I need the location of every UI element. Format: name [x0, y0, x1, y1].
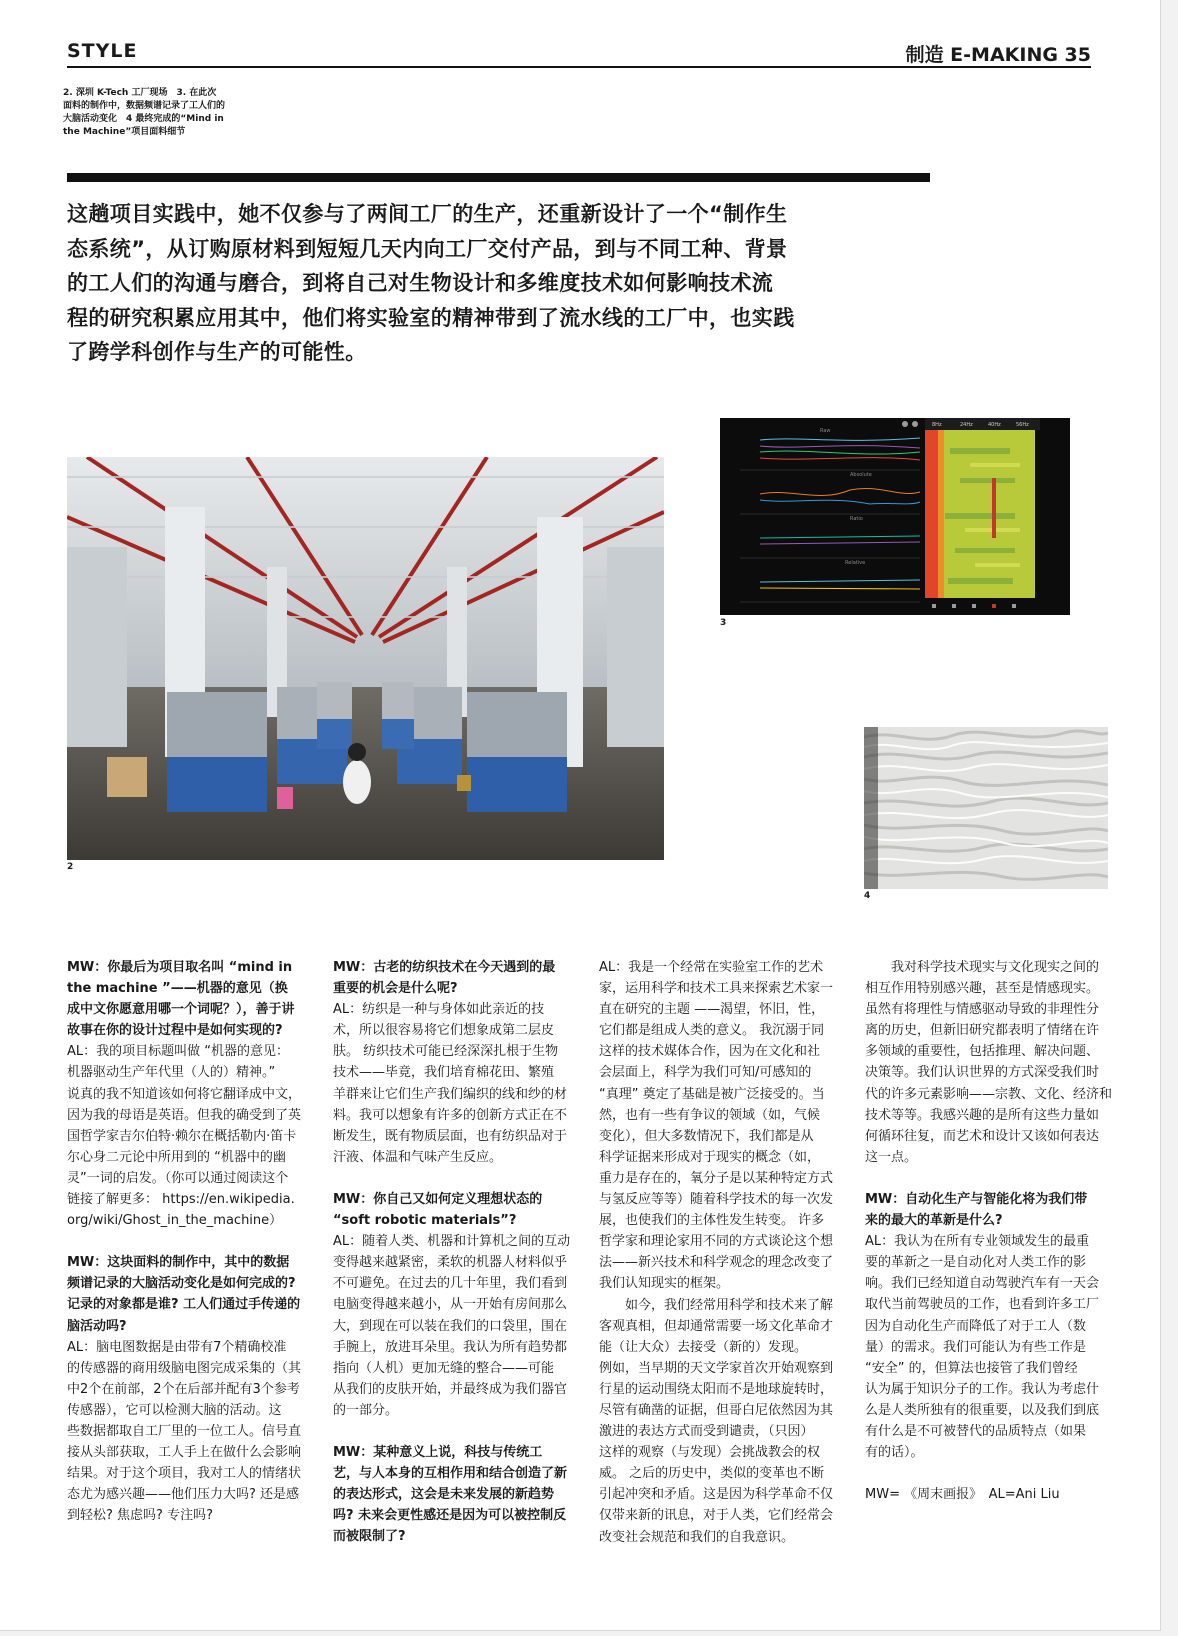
body-line: 要的革新之一是自动化对人类工作的影	[865, 1255, 1087, 1271]
question-line: 频谱记录的大脑活动变化是如何完成的?	[67, 1276, 296, 1292]
body-line: 料。我可以想象有许多的创新方式正在不	[333, 1107, 568, 1123]
body-line: 变得越来越紧密，柔软的机器人材料似乎	[333, 1255, 568, 1271]
paragraph-gap	[333, 1421, 583, 1442]
fabric-photo	[864, 727, 1108, 889]
question-line: 成中文你愿意用哪一个词呢？），善于讲	[67, 1002, 295, 1018]
body-line: 我们认知现实的框架。	[599, 1276, 730, 1292]
body-line: 改变社会规范和我们的自我意识。	[599, 1529, 795, 1545]
body-line: 量）的需求。我们可能认为有些工作是	[865, 1339, 1087, 1355]
body-line: 传感器），它可以检测大脑的活动。这	[67, 1402, 282, 1418]
figure-captions	[63, 87, 253, 139]
body-line: AL：我认为在所有专业领域发生的最重	[865, 1234, 1090, 1250]
body-line: 与氢反应等等）随着科学技术的每一次发	[599, 1192, 834, 1208]
question-line: MW：自动化生产与智能化将为我们带	[865, 1191, 1088, 1207]
body-line: 机器驱动生产年代里（人的）精神。”	[67, 1065, 276, 1081]
paragraph-gap	[67, 1231, 317, 1252]
body-line: 些数据都取自工厂里的一位工人。信号直	[67, 1423, 302, 1439]
lead-line: 程的研究积累应用其中，他们将实验室的精神带到了流水线的工厂中，也实践	[67, 305, 795, 330]
body-line: 说真的我不知道该如何将它翻译成中文，	[67, 1086, 302, 1102]
section-label: STYLE	[67, 40, 138, 62]
body-line: 虽然有将理性与情感驱动导致的非理性分	[865, 1002, 1100, 1018]
text-column-3	[599, 957, 849, 1548]
lead-line: 的工人们的沟通与磨合，到将自己对生物设计和多维度技术如何影响技术流	[67, 271, 774, 295]
question-line: “soft robotic materials”?	[333, 1213, 517, 1229]
question-line: 的表达形式，这会是未来发展的新趋势	[333, 1487, 555, 1503]
body-line: 认为属于知识分子的工作。我认为考虑什	[865, 1381, 1100, 1397]
text-column-2	[333, 957, 583, 1547]
question-line: 故事在你的设计过程中是如何实现的?	[67, 1023, 283, 1039]
body-line: 断发生，既有物质层面，也有纺织品对于	[333, 1128, 568, 1144]
body-line: 因为我的母语是英语。但我的确受到了英	[67, 1107, 302, 1123]
lead-line: 态系统”，从订购原材料到短短几天内向工厂交付产品，到与不同工种、背景	[67, 236, 788, 261]
question-line: 记录的对象都是谁? 工人们通过手传递的	[67, 1297, 301, 1313]
body-line: 能（让大众）去接受（新的）发现。	[599, 1339, 808, 1355]
body-line: 到轻松? 焦虑吗? 专注吗?	[67, 1508, 213, 1524]
figure-3-number: 3	[720, 618, 727, 628]
body-line: 技术等等。我感兴趣的是所有这些力量如	[865, 1107, 1100, 1123]
figure-2-number: 2	[67, 862, 74, 872]
body-line: AL：我的项目标题叫做 “机器的意见：	[67, 1044, 290, 1060]
caption-line: 大脑活动变化 4 最终完成的“Mind in	[63, 114, 224, 124]
question-line: 吗? 未来会更性感还是因为可以被控制反	[333, 1508, 567, 1524]
question-line: 艺，与人本身的互相作用和结合创造了新	[333, 1466, 568, 1482]
body-line: 响。我们已经知道自动驾驶汽车有一天会	[865, 1276, 1100, 1292]
body-line: 指向（人机）更加无缝的整合——可能	[333, 1360, 555, 1376]
body-line: 离的历史，但新旧研究都表明了情绪在许	[865, 1023, 1100, 1039]
question-line: MW：古老的纺织技术在今天遇到的最	[333, 960, 556, 975]
body-line: MW= 《周末画报》 AL=Ani Liu	[865, 1487, 1060, 1503]
body-line: 变化），但大多数情况下，我们都是从	[599, 1128, 814, 1144]
body-line: 法——新兴技术和科学观念的理念改变了	[599, 1255, 834, 1271]
header-rule	[67, 66, 1091, 68]
body-line: 羊群来让它们生产我们编织的线和纱的材	[333, 1086, 568, 1102]
body-line: 客观真相，但却通常需要一场文化革命才	[599, 1318, 834, 1334]
question-line: 脑活动吗?	[67, 1318, 127, 1334]
body-line: 技术——毕竟，我们培育棉花田、繁殖	[333, 1065, 555, 1081]
body-line: 代的许多元素影响——宗教、文化、经济和	[865, 1086, 1113, 1102]
question-line: 来的最大的革新是什么?	[865, 1213, 1003, 1229]
body-line: AL：脑电图数据是由带有7个精确校准	[67, 1339, 287, 1355]
body-line: 术，所以很容易将它们想象成第二层皮	[333, 1023, 555, 1039]
body-line: AL：我是一个经常在实验室工作的艺术	[599, 960, 824, 975]
page-label: 制造 E-MAKING 35	[905, 44, 1091, 66]
eeg-screenshot	[720, 418, 1070, 615]
body-line: “安全” 的，但算法也接管了我们曾经	[865, 1360, 1078, 1376]
body-line: 激进的表达方式而受到谴责，（只因）	[599, 1424, 814, 1440]
body-line: 肤。 纺织技术可能已经深深扎根于生物	[333, 1044, 559, 1060]
body-line: 威。 之后的历史中，类似的变革也不断	[599, 1466, 825, 1482]
question-line: MW：这块面料的制作中，其中的数据	[67, 1255, 290, 1271]
body-line: 从我们的皮肤开始，并最终成为我们器官	[333, 1381, 568, 1397]
question-line: MW：某种意义上说，科技与传统工	[333, 1444, 543, 1460]
body-line: 汗液、体温和气味产生反应。	[333, 1149, 503, 1165]
body-line: 例如，当早期的天文学家首次开始观察到	[599, 1360, 834, 1376]
body-line: 结果。对于这个项目，我对工人的情绪状	[67, 1466, 302, 1482]
body-line: 何循环往复，而艺术和设计又该如何表达	[865, 1128, 1100, 1144]
paragraph-gap	[865, 1168, 1115, 1189]
panel-label-absolute: Absolute	[850, 472, 872, 478]
body-line: 有的话）。	[865, 1445, 924, 1461]
body-line: 尔心身二元论中所用到的 “机器中的幽	[67, 1149, 286, 1165]
body-line: 么是人类所独有的很重要，以及我们到底	[865, 1402, 1100, 1418]
body-line: 仅带来新的讯息，对于人类，它们经常会	[599, 1508, 834, 1524]
body-line: 直在研究的主题 ——渴望，怀旧，性，	[599, 1002, 825, 1018]
body-line: 决策等。我们认识世界的方式深受我们时	[865, 1065, 1100, 1081]
freq-label: 8Hz	[932, 422, 942, 428]
body-line: 国哲学家吉尔伯特·赖尔在概括勒内·笛卡	[67, 1128, 297, 1144]
body-line: 中2个在前部，2个在后部并配有3个参考	[67, 1381, 300, 1397]
factory-photo	[67, 457, 664, 860]
text-column-1	[67, 957, 317, 1526]
body-line: 它们都是组成人类的意义。 我沉溺于同	[599, 1023, 825, 1039]
lead-line: 了跨学科创作与生产的可能性。	[67, 340, 367, 364]
body-line: 的传感器的商用级脑电图完成采集的（其	[67, 1360, 302, 1376]
caption-line: 面料的制作中，数据频谱记录了工人们的	[63, 101, 226, 111]
body-line: 行星的运动围绕太阳而不是地球旋转时，	[599, 1381, 834, 1397]
body-line: 引起冲突和矛盾。这是因为科学革命不仅	[599, 1487, 834, 1503]
question-line: 而被限制了?	[333, 1529, 406, 1545]
body-line: 家，运用科学和技术工具来探索艺术家一	[599, 981, 834, 997]
body-line: 取代当前驾驶员的工作，也看到许多工厂	[865, 1297, 1100, 1313]
body-line: 会层面上，科学为我们可知/可感知的	[599, 1065, 812, 1081]
paragraph-gap	[333, 1168, 583, 1189]
question-line: the machine ”——机器的意见（换	[67, 981, 288, 997]
body-line: 的一部分。	[333, 1402, 399, 1418]
panel-label-ratio: Ratio	[850, 516, 863, 522]
body-line: 电脑变得越来越小，从一开始有房间那么	[333, 1297, 568, 1313]
body-line: 这样的观察（与发现）会挑战教会的权	[599, 1445, 821, 1461]
body-line: 灵”一词的启发。（你可以通过阅读这个	[67, 1170, 289, 1186]
body-line: 因为自动化生产而降低了对于工人（数	[865, 1318, 1087, 1334]
question-line: 重要的机会是什么呢?	[333, 981, 458, 997]
body-line: 展，也使我们的主体性发生转变。 许多	[599, 1213, 825, 1229]
body-line: 大，到现在可以装在我们的口袋里，围在	[333, 1318, 568, 1334]
question-line: MW：你最后为项目取名叫 “mind in	[67, 960, 293, 975]
body-line: 我对科学技术现实与文化现实之间的	[865, 960, 1100, 975]
body-line: 然，也有一些有争议的领域（如，气候	[599, 1107, 821, 1123]
body-line: 多领域的重要性，包括推理、解决问题、	[865, 1044, 1100, 1060]
freq-label: 40Hz	[988, 422, 1001, 428]
body-line: org/wiki/Ghost_in_the_machine）	[67, 1213, 283, 1229]
body-line: 哲学家和理论家用不同的方式谈论这个想	[599, 1234, 834, 1250]
body-line: AL：纺织是一种与身体如此亲近的技	[333, 1002, 545, 1018]
caption-line: 2. 深圳 K-Tech 工厂现场 3. 在此次	[63, 88, 217, 98]
caption-line: the Machine”项目面料细节	[63, 127, 186, 137]
text-column-4	[865, 957, 1115, 1505]
body-line: 态尤为感兴趣——他们压力大吗? 还是感	[67, 1487, 300, 1503]
body-line: 链接了解更多： https://en.wikipedia.	[67, 1192, 295, 1208]
question-line: MW：你自己又如何定义理想状态的	[333, 1191, 543, 1207]
body-line: 这样的技术媒体合作，因为在文化和社	[599, 1044, 821, 1060]
body-line: 接从头部获取，工人手上在做什么会影响	[67, 1445, 302, 1461]
body-line: 科学证据来形成对于现实的概念（如，	[599, 1149, 821, 1165]
paragraph-gap	[865, 1463, 1115, 1484]
lead-rule	[67, 173, 930, 182]
body-line: 尽管有确凿的证据，但哥白尼依然因为其	[599, 1402, 834, 1418]
freq-label: 24Hz	[960, 422, 973, 428]
body-line: 重力是存在的，氧分子是以某种特定方式	[599, 1170, 834, 1186]
body-line: 有什么是不可被替代的品质特点（如果	[865, 1423, 1087, 1439]
body-line: AL：随着人类、机器和计算机之间的互动	[333, 1234, 571, 1250]
freq-label: 56Hz	[1016, 422, 1029, 428]
body-line: 手腕上，放进耳朵里。我认为所有趋势都	[333, 1339, 568, 1355]
body-line: 不可避免。在过去的几十年里，我们看到	[333, 1276, 568, 1292]
body-line: 这一点。	[865, 1149, 918, 1165]
body-line: “真理” 奠定了基础是被广泛接受的。当	[599, 1086, 825, 1102]
body-line: 如今，我们经常用科学和技术来了解	[599, 1297, 834, 1313]
panel-label-relative: Relative	[845, 560, 866, 566]
panel-label-raw: Raw	[820, 428, 831, 434]
body-line: 相互作用特别感兴趣，甚至是情感现实。	[865, 981, 1100, 997]
lead-line: 这趟项目实践中，她不仅参与了两间工厂的生产，还重新设计了一个“制作生	[67, 202, 788, 226]
figure-4-number: 4	[864, 891, 871, 901]
lead-paragraph	[67, 197, 937, 370]
